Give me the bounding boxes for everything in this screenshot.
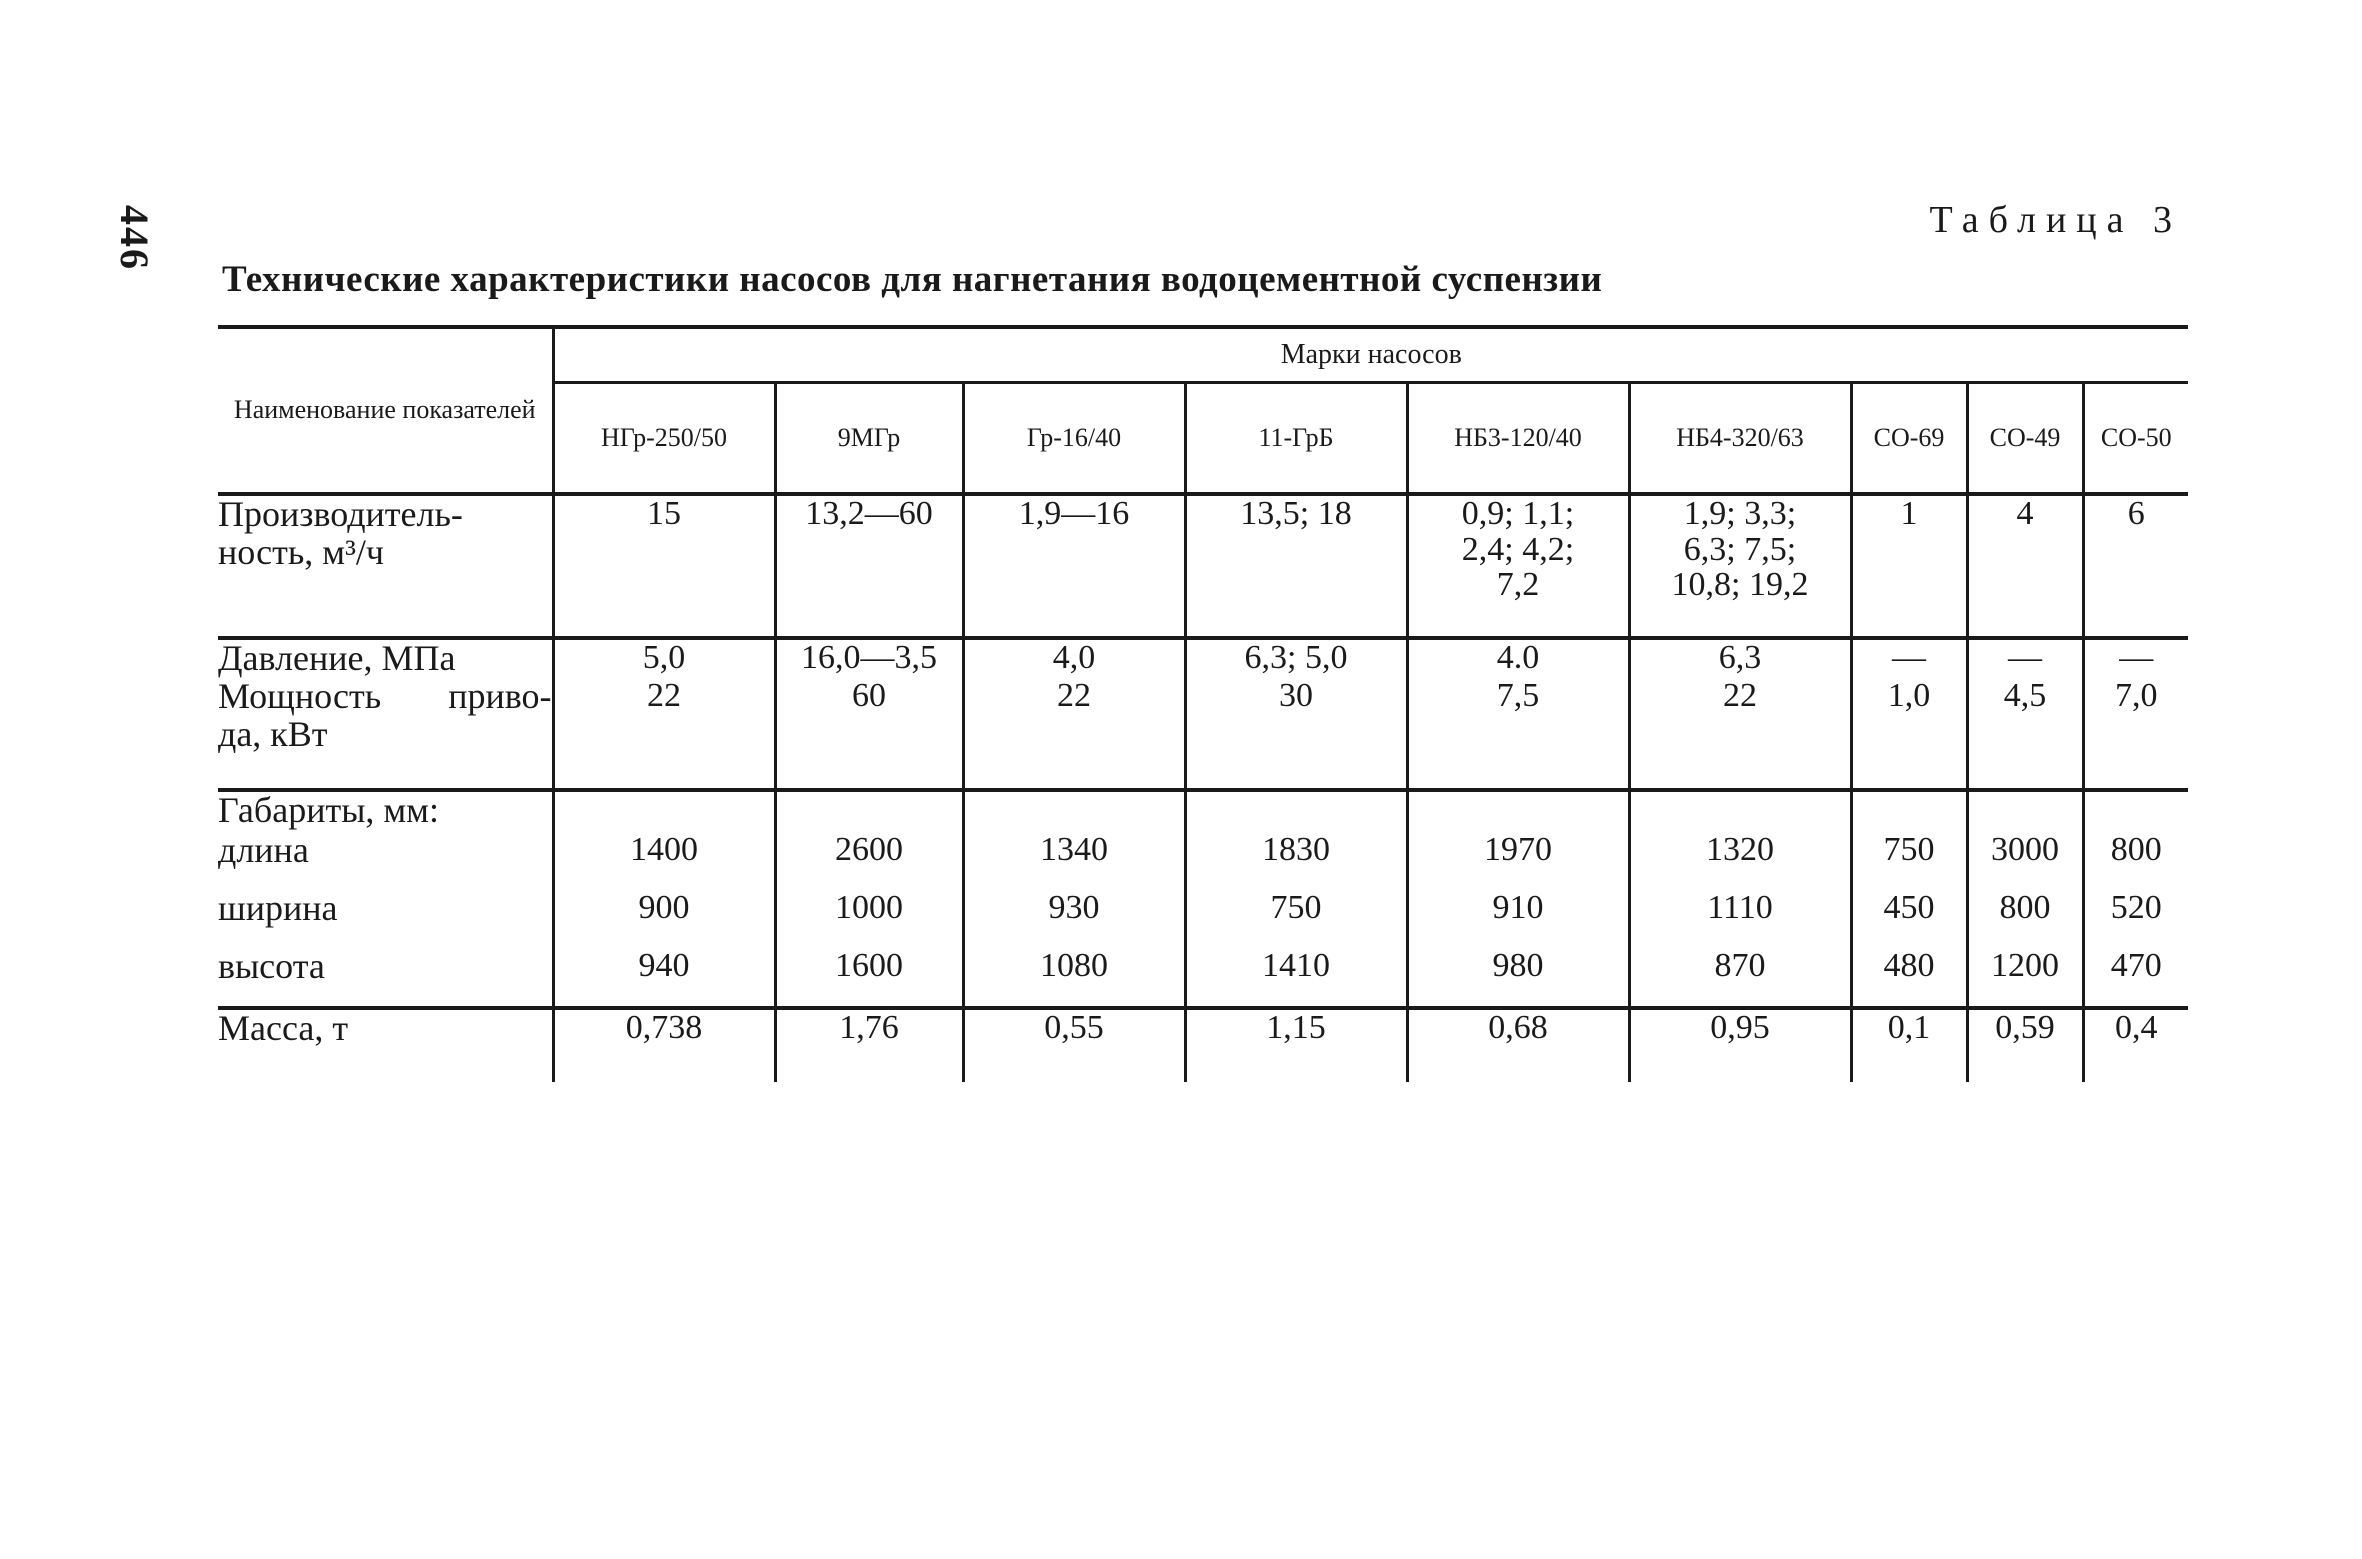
table-cell: — — [1967, 638, 2083, 678]
row-label: длина — [218, 829, 309, 870]
brand-header: СО-69 — [1851, 383, 1967, 495]
table-cell: 1400 — [553, 832, 775, 890]
table-cell: 1970 — [1407, 832, 1629, 890]
table-cell: 470 — [2083, 948, 2188, 1008]
table-cell: 0,4 — [2083, 1008, 2188, 1082]
param-column-header: Наименование показателей — [218, 327, 553, 494]
empty-cell — [1185, 790, 1407, 832]
table-row-power — [218, 678, 2188, 790]
table-cell: — — [1851, 638, 1967, 678]
table-cell: 4,0 — [963, 638, 1185, 678]
table-cell: 910 — [1407, 890, 1629, 948]
brand-header: Гр-16/40 — [963, 383, 1185, 495]
table-cell: 940 — [553, 948, 775, 1008]
table-cell: 5,0 — [553, 638, 775, 678]
table-cell: 6,3; 5,0 — [1185, 638, 1407, 678]
table-row-dimensions-heading — [218, 790, 2188, 832]
empty-cell — [1967, 790, 2083, 832]
table-cell: 1830 — [1185, 832, 1407, 890]
table-cell: 6 — [2083, 494, 2188, 638]
table-cell: 800 — [2083, 832, 2188, 890]
row-label: Габариты, мм: — [218, 789, 439, 830]
row-label: Масса, т — [218, 1007, 349, 1048]
table-cell: 0,68 — [1407, 1008, 1629, 1082]
table-cell: 800 — [1967, 890, 2083, 948]
table-cell: 15 — [553, 494, 775, 638]
table-title: Технические характеристики насосов для нагнетания водоцементной суспензии — [222, 259, 1603, 300]
table-cell: 13,5; 18 — [1185, 494, 1407, 638]
table-cell: 1,9; 3,3; 6,3; 7,5; 10,8; 19,2 — [1629, 494, 1851, 638]
row-label-line: Производитель- — [218, 494, 463, 534]
table-cell: 1,0 — [1851, 678, 1967, 790]
brand-header: 11-ГрБ — [1185, 383, 1407, 495]
brand-group-header: Марки насосов — [553, 327, 2188, 383]
table-cell: 0,55 — [963, 1008, 1185, 1082]
table-cell: 1320 — [1629, 832, 1851, 890]
row-label-line — [218, 675, 552, 716]
table-cell: 750 — [1185, 890, 1407, 948]
empty-cell — [1629, 790, 1851, 832]
table-row-width — [218, 890, 2188, 948]
row-label — [218, 494, 553, 638]
table-cell: 16,0—3,5 — [775, 638, 963, 678]
table-cell: 1200 — [1967, 948, 2083, 1008]
table-cell: 22 — [963, 678, 1185, 790]
table-cell: 0,59 — [1967, 1008, 2083, 1082]
page-number: 446 — [112, 205, 157, 271]
table-cell: 1410 — [1185, 948, 1407, 1008]
row-label-line: ность, м³/ч — [218, 531, 384, 572]
table-label: Таблица 3 — [1929, 199, 2182, 241]
table-row-height — [218, 948, 2188, 1008]
row-label-word: приво- — [448, 675, 552, 716]
brand-header: СО-49 — [1967, 383, 2083, 495]
table-cell: 60 — [775, 678, 963, 790]
table-cell: 4.0 — [1407, 638, 1629, 678]
table-cell: 1,76 — [775, 1008, 963, 1082]
table-cell: 1 — [1851, 494, 1967, 638]
empty-cell — [775, 790, 963, 832]
table-cell: 450 — [1851, 890, 1967, 948]
table-cell: 3000 — [1967, 832, 2083, 890]
brand-header: НБ4-320/63 — [1629, 383, 1851, 495]
row-label-line: да, кВт — [218, 713, 328, 754]
table-cell: 1,9—16 — [963, 494, 1185, 638]
table-cell: 980 — [1407, 948, 1629, 1008]
table-row-mass — [218, 1008, 2188, 1082]
table-cell: 30 — [1185, 678, 1407, 790]
brand-header: НБ3-120/40 — [1407, 383, 1629, 495]
table-cell: 900 — [553, 890, 775, 948]
table-cell: 1080 — [963, 948, 1185, 1008]
empty-cell — [553, 790, 775, 832]
brand-header: 9МГр — [775, 383, 963, 495]
pump-spec-table — [218, 325, 2188, 1082]
empty-cell — [1851, 790, 1967, 832]
table-cell: 1600 — [775, 948, 963, 1008]
table-cell: 870 — [1629, 948, 1851, 1008]
table-cell: 2600 — [775, 832, 963, 890]
empty-cell — [1407, 790, 1629, 832]
row-label: высота — [218, 945, 325, 986]
empty-cell — [2083, 790, 2188, 832]
row-label: ширина — [218, 887, 338, 928]
table-cell: 0,738 — [553, 1008, 775, 1082]
table-cell: 480 — [1851, 948, 1967, 1008]
row-label: Давление, МПа — [218, 638, 456, 678]
table-cell: 0,1 — [1851, 1008, 1967, 1082]
table-cell: 1,15 — [1185, 1008, 1407, 1082]
table-cell: 1110 — [1629, 890, 1851, 948]
table-cell: 22 — [1629, 678, 1851, 790]
table-cell: 0,95 — [1629, 1008, 1851, 1082]
table-cell: 7,5 — [1407, 678, 1629, 790]
table-row-productivity — [218, 494, 2188, 638]
table-cell: 520 — [2083, 890, 2188, 948]
table-cell: 4 — [1967, 494, 2083, 638]
table-cell: 1000 — [775, 890, 963, 948]
table-cell: 930 — [963, 890, 1185, 948]
table-cell: 0,9; 1,1; 2,4; 4,2; 7,2 — [1407, 494, 1629, 638]
row-label — [218, 675, 553, 790]
table-cell: 6,3 — [1629, 638, 1851, 678]
table-cell: 13,2—60 — [775, 494, 963, 638]
table-cell: 4,5 — [1967, 678, 2083, 790]
brand-header: СО-50 — [2083, 383, 2188, 495]
table-row-length — [218, 832, 2188, 890]
table-cell: 22 — [553, 678, 775, 790]
brand-header: НГр-250/50 — [553, 383, 775, 495]
row-label-word: Мощность — [218, 675, 382, 716]
table-cell: 750 — [1851, 832, 1967, 890]
table-row-pressure — [218, 638, 2188, 678]
table-cell: — — [2083, 638, 2188, 678]
table-cell: 7,0 — [2083, 678, 2188, 790]
empty-cell — [963, 790, 1185, 832]
table-cell: 1340 — [963, 832, 1185, 890]
